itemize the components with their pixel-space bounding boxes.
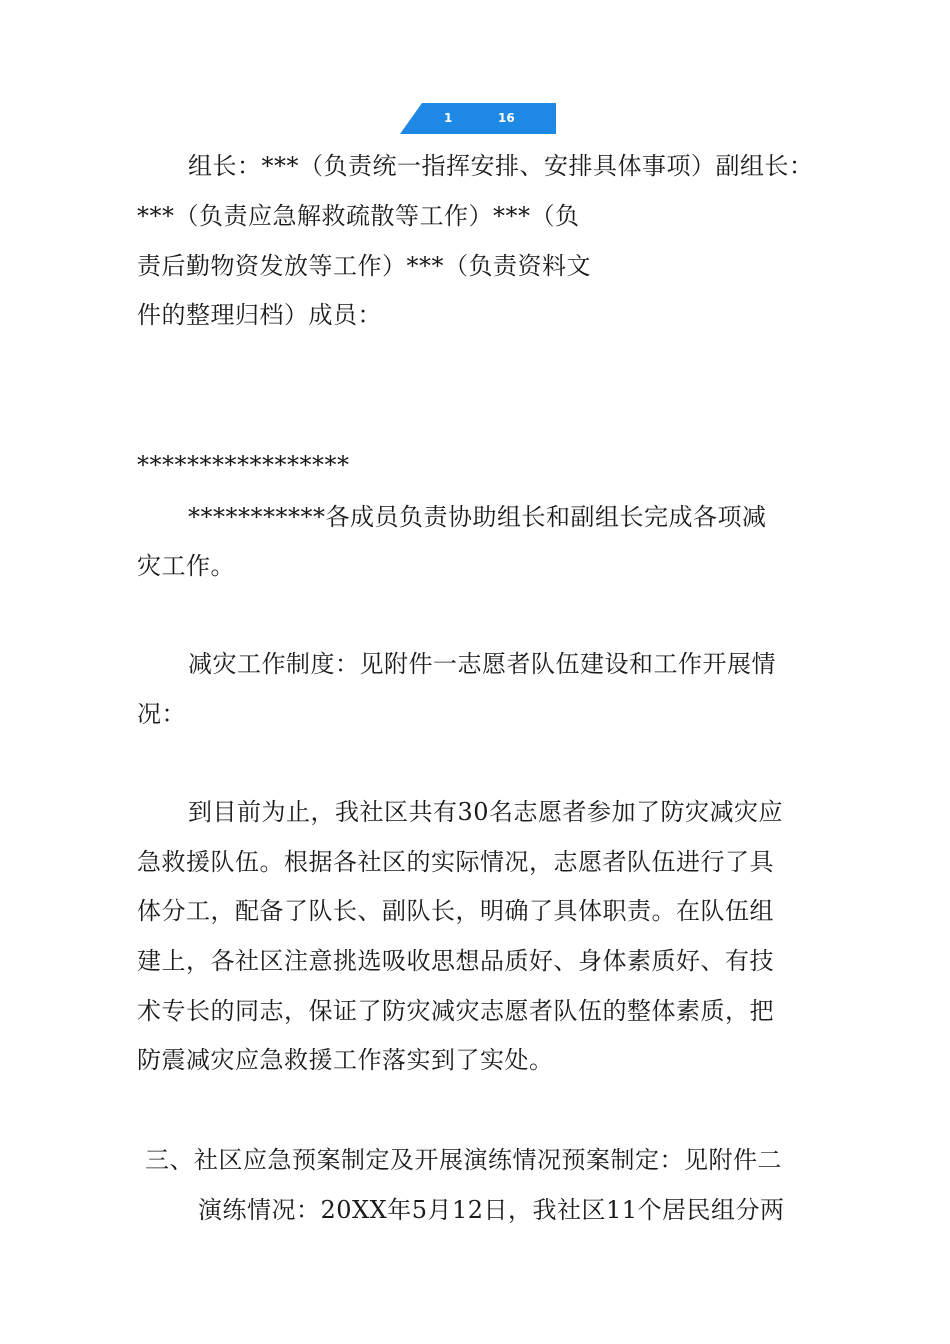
text-line: 体分工，配备了队长、副队长，明确了具体职责。在队伍组 [137, 897, 774, 925]
text-line: 建上，各社区注意挑选吸收思想品质好、身体素质好、有技 [137, 947, 774, 975]
text-line: 到目前为止，我社区共有30名志愿者参加了防灾减灾应 [188, 798, 784, 826]
text-line: ***********各成员负责协助组长和副组长完成各项减 [188, 503, 767, 531]
badge-shape [400, 103, 556, 134]
text-line: ***************** [137, 451, 350, 479]
text-line: 急救援队伍。根据各社区的实际情况，志愿者队伍进行了具 [137, 848, 774, 876]
text-line: 况： [137, 700, 186, 728]
text-line: ***（负责应急解救疏散等工作）***（负 [137, 202, 580, 230]
current-page-number: 1 [444, 111, 453, 125]
section-heading: 三、社区应急预案制定及开展演练情况预案制定：见附件二 [145, 1146, 782, 1174]
total-pages-number: 16 [498, 111, 515, 125]
text-line: 组长：***（负责统一指挥安排、安排具体事项）副组长： [188, 152, 814, 180]
text-line: 术专长的同志，保证了防灾减灾志愿者队伍的整体素质，把 [137, 997, 774, 1025]
page-number-badge [400, 103, 556, 134]
text-line: 责后勤物资发放等工作）***（负责资料文 [137, 252, 591, 280]
text-line: 灾工作。 [137, 552, 235, 580]
text-line: 减灾工作制度：见附件一志愿者队伍建设和工作开展情 [188, 650, 776, 678]
text-line: 演练情况：20XX年5月12日，我社区11个居民组分两 [198, 1196, 785, 1224]
text-line: 防震减灾应急救援工作落实到了实处。 [137, 1046, 554, 1074]
text-line: 件的整理归档）成员： [137, 301, 382, 329]
